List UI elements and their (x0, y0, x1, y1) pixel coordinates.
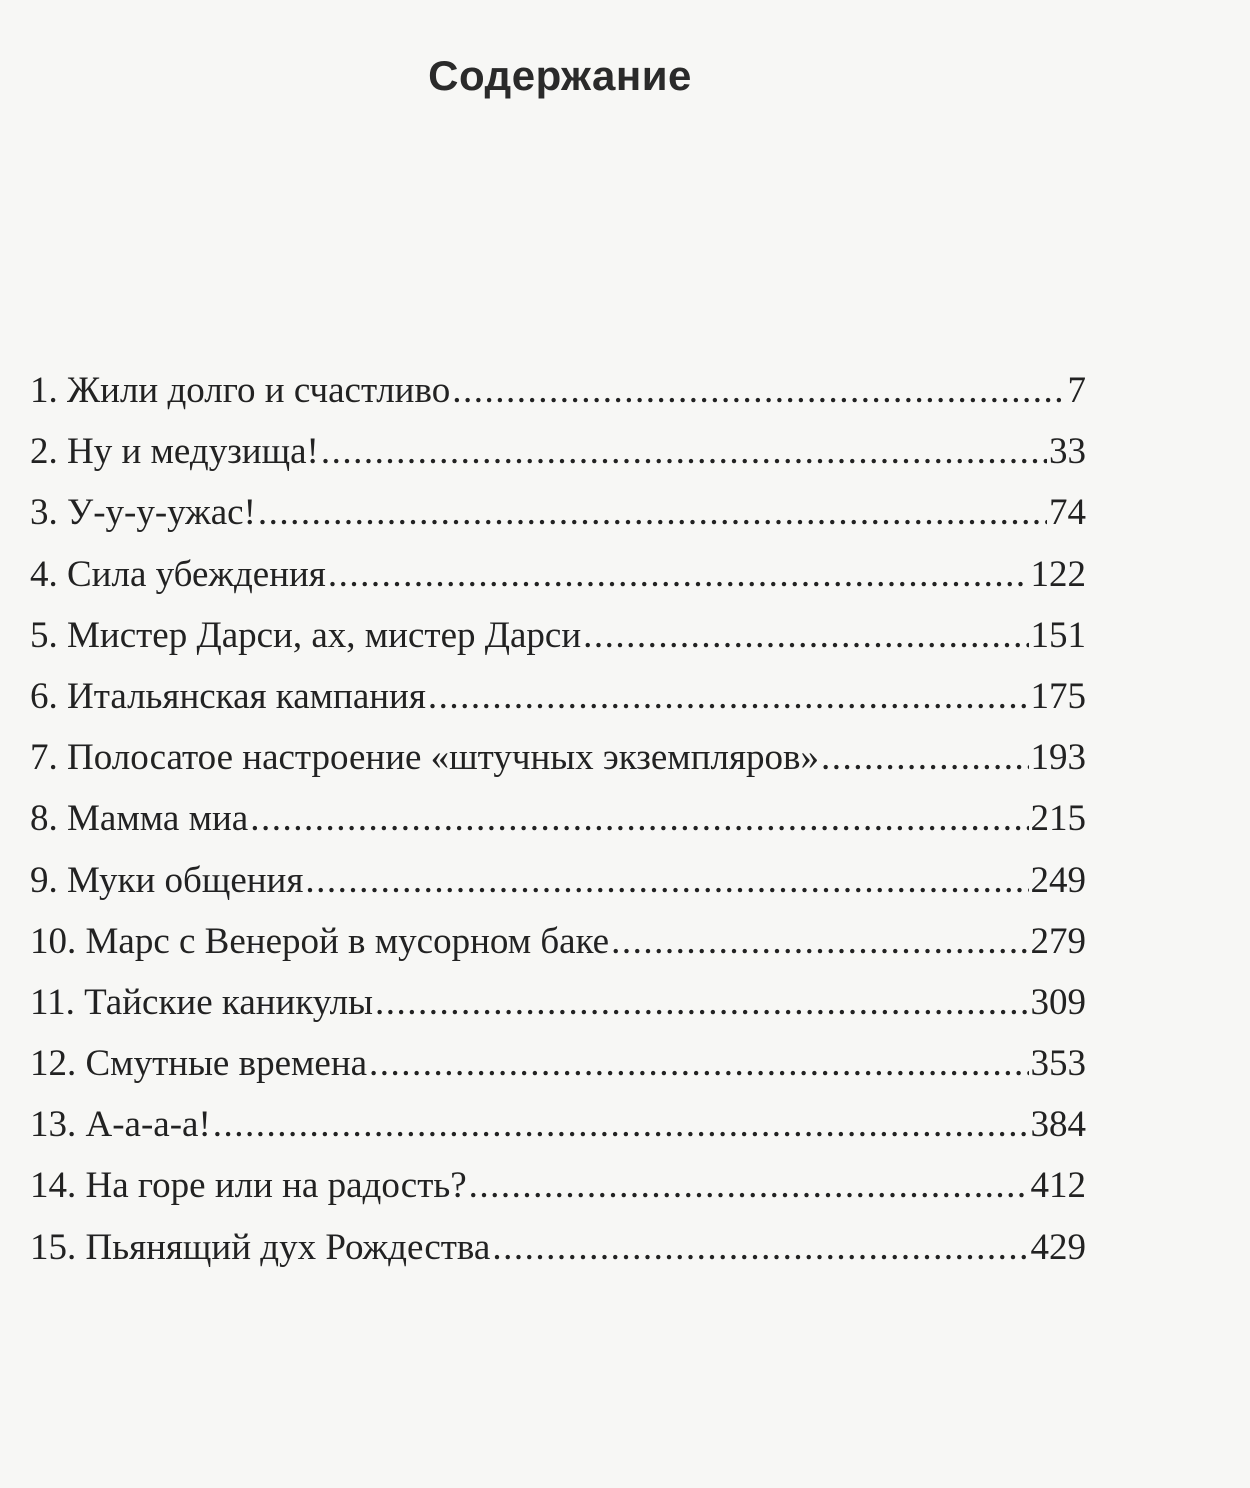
toc-entry-title: 4. Сила убеждения (30, 553, 326, 595)
toc-entry-page: 175 (1030, 675, 1086, 717)
toc-entry-title: 5. Мистер Дарси, ах, мистер Дарси (30, 614, 582, 656)
toc-entry-page: 151 (1030, 614, 1086, 656)
toc-entry[interactable] (30, 911, 1086, 972)
dot-leader (305, 850, 1028, 911)
dot-leader (258, 482, 1047, 543)
dot-leader (452, 360, 1065, 421)
dot-leader (583, 605, 1028, 666)
dot-leader (321, 421, 1047, 482)
toc-entry-title: 8. Мамма миа (30, 798, 249, 840)
toc-entry-page: 7 (1067, 370, 1086, 411)
toc-entry[interactable] (30, 1033, 1086, 1094)
toc-entry-title: 2. Ну и медузища! (30, 431, 319, 473)
toc-entry-page: 309 (1030, 981, 1086, 1023)
toc-entry-page: 249 (1030, 859, 1086, 901)
dot-leader (328, 544, 1029, 605)
toc-entry-title: 6. Итальянская кампания (30, 675, 426, 717)
toc-entry-title: 15. Пьянящий дух Рождества (30, 1226, 491, 1268)
toc-entry[interactable] (30, 421, 1086, 482)
toc-entry-page: 353 (1030, 1043, 1086, 1085)
toc-entry[interactable] (30, 788, 1086, 849)
dot-leader (428, 666, 1029, 727)
toc-entry[interactable] (30, 1094, 1086, 1155)
toc-entry-title: 13. А-а-а-а! (30, 1104, 211, 1146)
dot-leader (492, 1217, 1028, 1278)
toc-entry[interactable] (30, 972, 1086, 1033)
toc-entry-page: 193 (1030, 737, 1086, 779)
dot-leader (213, 1094, 1029, 1155)
dot-leader (821, 727, 1029, 788)
toc-entry-page: 33 (1049, 431, 1086, 473)
toc-entry[interactable] (30, 666, 1086, 727)
page-title: Содержание (428, 52, 692, 99)
toc-entry[interactable] (30, 360, 1086, 421)
toc-entry-title: 10. Марс с Венерой в мусорном баке (30, 920, 610, 962)
toc-entry-page: 429 (1030, 1226, 1086, 1268)
toc-entry-page: 74 (1049, 492, 1086, 534)
toc-entry-title: 12. Смутные времена (30, 1043, 368, 1085)
table-of-contents (30, 360, 1086, 1278)
toc-entry[interactable] (30, 850, 1086, 911)
toc-entry-title: 11. Тайские каникулы (30, 981, 373, 1023)
toc-entry-page: 215 (1030, 798, 1086, 840)
toc-entry-title: 1. Жили долго и счастливо (30, 370, 451, 411)
toc-entry-title: 7. Полосатое настроение «штучных экземпляров» (30, 737, 819, 779)
dot-leader (611, 911, 1028, 972)
toc-entry[interactable] (30, 544, 1086, 605)
toc-entry[interactable] (30, 1155, 1086, 1216)
toc-entry-title: 14. На горе или на радость? (30, 1165, 467, 1207)
toc-entry-title: 3. У-у-у-ужас! (30, 492, 256, 534)
toc-entry[interactable] (30, 482, 1086, 543)
toc-entry[interactable] (30, 605, 1086, 666)
dot-leader (469, 1155, 1029, 1216)
dot-leader (250, 788, 1028, 849)
toc-entry-page: 279 (1030, 920, 1086, 962)
toc-entry-page: 384 (1030, 1104, 1086, 1146)
dot-leader (369, 1033, 1028, 1094)
toc-entry[interactable] (30, 1217, 1086, 1278)
dot-leader (375, 972, 1029, 1033)
toc-entry-page: 412 (1030, 1165, 1086, 1207)
toc-entry-page: 122 (1030, 553, 1086, 595)
toc-entry-title: 9. Муки общения (30, 859, 304, 901)
toc-entry[interactable] (30, 727, 1086, 788)
